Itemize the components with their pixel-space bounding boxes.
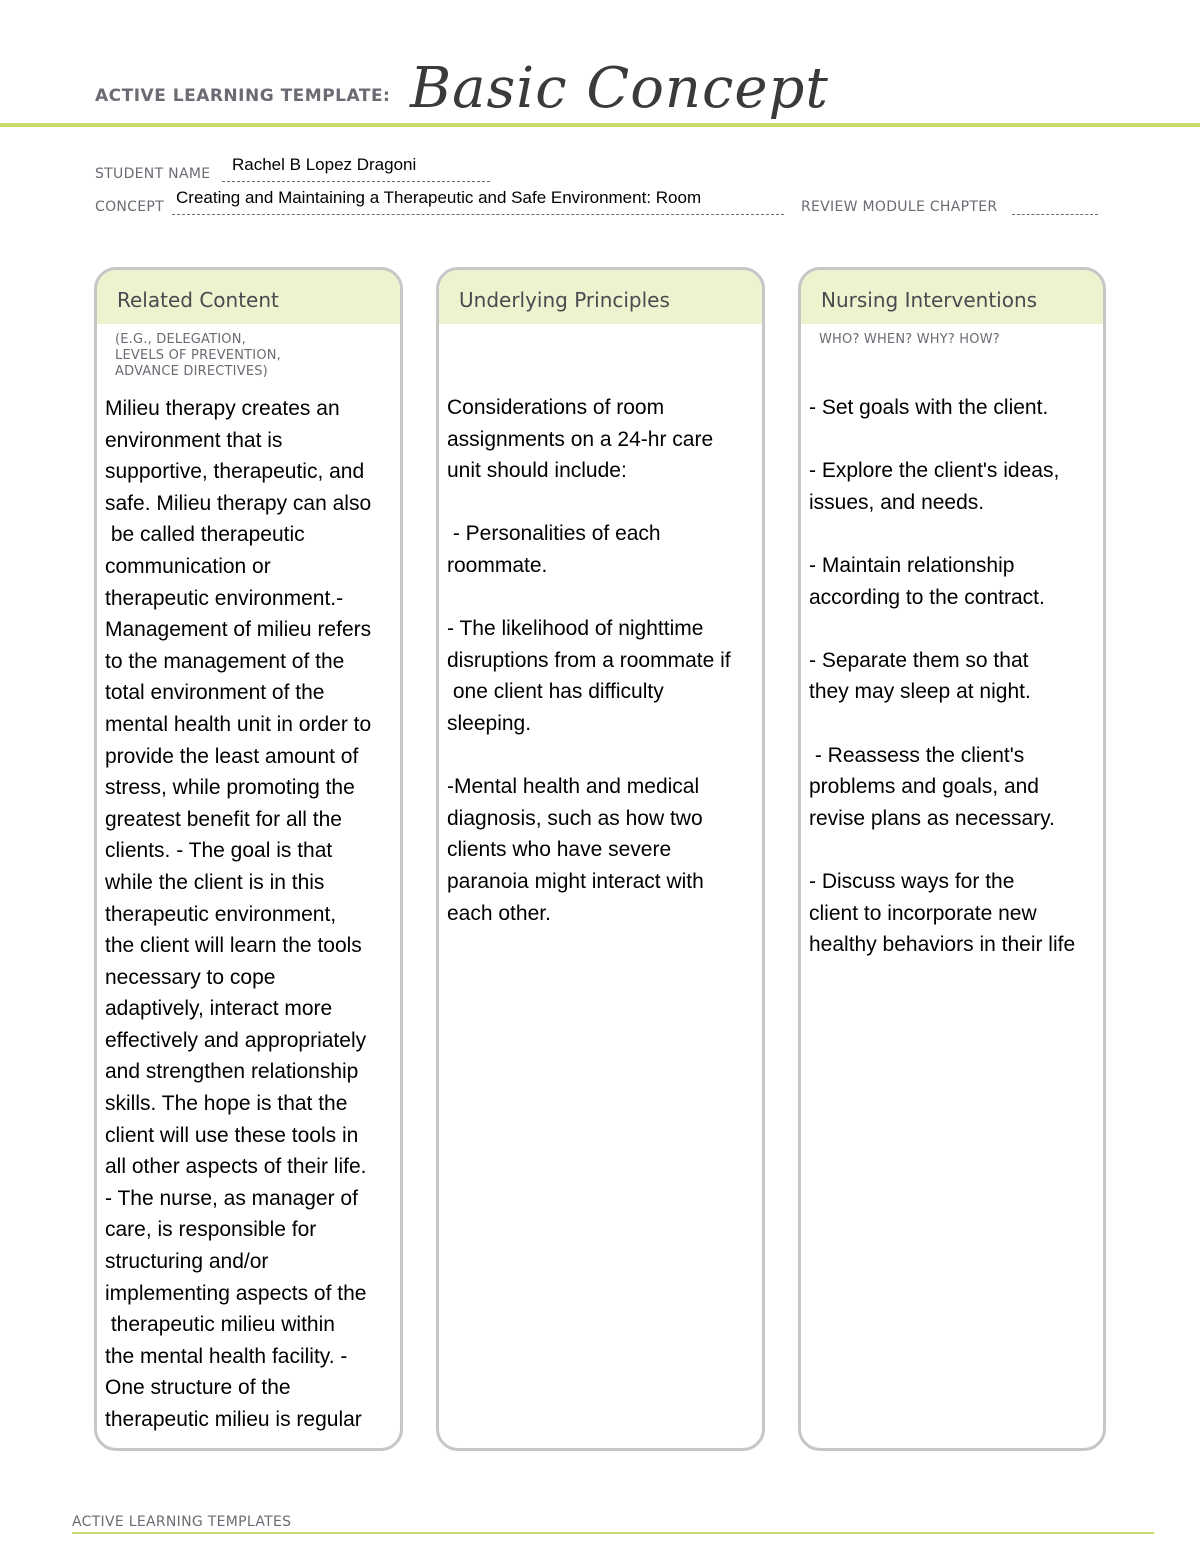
student-name-field[interactable]: Rachel B Lopez Dragoni [232, 155, 417, 174]
hint-line: (E.G., DELEGATION, [115, 332, 246, 347]
underlying-principles-panel [436, 267, 765, 1451]
text-line: greatest benefit for all the [105, 807, 342, 831]
text-line: therapeutic environment, [105, 902, 337, 926]
text-line: all other aspects of their life. [105, 1155, 367, 1179]
text-line: they may sleep at night. [809, 680, 1031, 704]
text-line: Milieu therapy creates an [105, 397, 340, 420]
text-line: total environment of the [105, 681, 325, 705]
text-line: implementing aspects of the [105, 1281, 367, 1305]
review-module-underline [1012, 214, 1098, 215]
student-name-label: STUDENT NAME [95, 166, 211, 182]
text-line [447, 582, 762, 614]
text-line: - Maintain relationship [809, 553, 1015, 577]
text-line: One structure of the [105, 1376, 291, 1400]
text-line: unit should include: [447, 459, 627, 483]
text-line: assignments on a 24-hr care [447, 427, 714, 451]
text-line: therapeutic milieu is regular [105, 1408, 362, 1431]
header-divider [0, 123, 1200, 127]
text-line: communication or [105, 554, 271, 578]
text-line: necessary to cope [105, 965, 276, 989]
text-line: - Personalities of each [447, 522, 661, 546]
text-line: -Mental health and medical [447, 775, 700, 799]
text-line: clients who have severe [447, 838, 672, 862]
related-content-text[interactable] [105, 393, 400, 1436]
underlying-principles-text[interactable] [447, 392, 762, 929]
text-line: safe. Milieu therapy can also [105, 491, 372, 515]
text-line: problems and goals, and [809, 775, 1039, 799]
text-line: each other. [447, 901, 551, 925]
text-line: adaptively, interact more [105, 997, 333, 1021]
text-line: be called therapeutic [105, 523, 305, 547]
text-line: - Explore the client's ideas, [809, 459, 1060, 483]
text-line: clients. - The goal is that [105, 839, 333, 863]
footer-divider [72, 1532, 1154, 1534]
text-line: - The likelihood of nighttime [447, 617, 704, 641]
related-content-panel [94, 267, 403, 1451]
text-line: sleeping. [447, 711, 532, 735]
text-line: provide the least amount of [105, 744, 359, 768]
text-line: according to the contract. [809, 585, 1045, 609]
text-line: - Separate them so that [809, 648, 1029, 672]
hint-line: WHO? WHEN? WHY? HOW? [819, 332, 1000, 347]
concept-underline [172, 214, 784, 215]
text-line: - Reassess the client's [809, 743, 1025, 767]
text-line: to the management of the [105, 649, 345, 673]
footer-label: ACTIVE LEARNING TEMPLATES [72, 1514, 292, 1530]
nursing-interventions-panel [798, 267, 1106, 1451]
text-line: - Discuss ways for the [809, 869, 1015, 893]
text-line: client will use these tools in [105, 1123, 359, 1147]
text-line: one client has difficulty [447, 680, 664, 704]
nursing-interventions-hint [819, 332, 1000, 348]
text-line: Management of milieu refers [105, 618, 372, 642]
text-line: stress, while promoting the [105, 776, 355, 800]
text-line: revise plans as necessary. [809, 806, 1055, 830]
hint-line: ADVANCE DIRECTIVES) [115, 364, 268, 379]
text-line [809, 613, 1103, 645]
concept-field[interactable]: Creating and Maintaining a Therapeutic and Safe Environment: Room [176, 188, 702, 207]
text-line: disruptions from a roommate if [447, 648, 731, 672]
text-line [809, 424, 1103, 456]
text-line: - The nurse, as manager of [105, 1186, 358, 1210]
underlying-principles-header [439, 270, 762, 324]
related-content-hint [115, 332, 281, 380]
text-line: the mental health facility. - [105, 1344, 348, 1368]
text-line: effectively and appropriately [105, 1028, 367, 1052]
text-line: paranoia might interact with [447, 869, 704, 893]
review-module-label: REVIEW MODULE CHAPTER [801, 199, 998, 215]
text-line: client to incorporate new [809, 901, 1037, 925]
page-title: Basic Concept [410, 56, 829, 121]
nursing-interventions-text[interactable] [809, 392, 1103, 961]
text-line: - Set goals with the client. [809, 396, 1049, 419]
text-line [809, 834, 1103, 866]
concept-label: CONCEPT [95, 199, 164, 215]
text-line: therapeutic milieu within [105, 1313, 335, 1337]
text-line: environment that is [105, 428, 283, 452]
underlying-principles-title: Underlying Principles [459, 288, 670, 312]
related-content-title: Related Content [117, 288, 279, 312]
text-line [447, 487, 762, 519]
text-line [809, 708, 1103, 740]
text-line: issues, and needs. [809, 490, 985, 514]
nursing-interventions-header [801, 270, 1103, 324]
text-line: and strengthen relationship [105, 1060, 359, 1084]
text-line: therapeutic environment.- [105, 586, 344, 610]
text-line: supportive, therapeutic, and [105, 460, 365, 484]
text-line [809, 518, 1103, 550]
text-line: Considerations of room [447, 396, 665, 419]
text-line: healthy behaviors in their life [809, 933, 1076, 957]
text-line: structuring and/or [105, 1250, 269, 1274]
text-line: skills. The hope is that the [105, 1092, 348, 1116]
text-line: roommate. [447, 553, 548, 577]
text-line: diagnosis, such as how two [447, 806, 703, 830]
template-label: ACTIVE LEARNING TEMPLATE: [95, 86, 391, 106]
text-line: the client will learn the tools [105, 934, 362, 958]
text-line: care, is responsible for [105, 1218, 317, 1242]
related-content-header [97, 270, 400, 324]
hint-line: LEVELS OF PREVENTION, [115, 348, 282, 363]
nursing-interventions-title: Nursing Interventions [821, 288, 1038, 312]
text-line [447, 740, 762, 772]
text-line: while the client is in this [105, 870, 325, 894]
text-line: mental health unit in order to [105, 712, 372, 736]
student-name-underline [222, 181, 490, 182]
